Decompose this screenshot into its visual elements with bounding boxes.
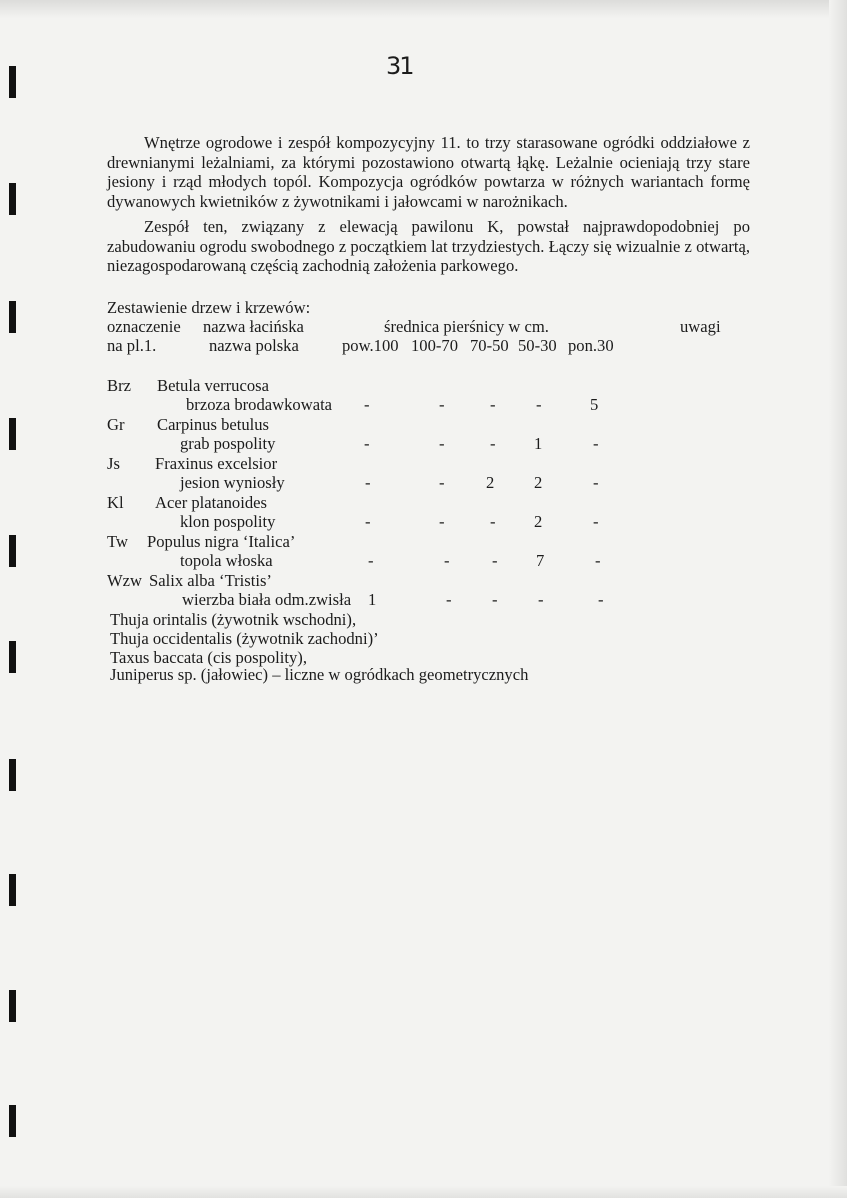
row-code: Kl bbox=[107, 493, 124, 512]
row-value: - bbox=[364, 395, 370, 414]
row-value: - bbox=[593, 434, 599, 453]
punch-hole bbox=[9, 990, 16, 1022]
row-code: Wzw bbox=[107, 571, 143, 590]
row-value: 5 bbox=[590, 395, 599, 414]
row-value: 1 bbox=[368, 590, 377, 609]
row-polish: topola włoska bbox=[180, 551, 273, 570]
row-value: 7 bbox=[536, 551, 545, 570]
row-value: - bbox=[492, 590, 498, 609]
paragraph bbox=[107, 217, 750, 276]
row-polish: grab pospolity bbox=[180, 434, 276, 453]
row-value: - bbox=[439, 473, 445, 492]
row-value: - bbox=[536, 395, 542, 414]
range-header: 50-30 bbox=[518, 336, 557, 355]
shrub-item: Thuja orintalis (żywotnik wschodni), bbox=[110, 610, 357, 629]
row-value: - bbox=[492, 551, 498, 570]
scan-edge-bottom bbox=[0, 1186, 847, 1198]
paragraph-text: Zespół ten, związany z elewacją pawilonu K, powstał najprawdopodobniej po zabudowaniu ogrodu swobodnego z początkiem lat trzydziestych. Łączy się wizualnie z otwartą, niezagospodarowaną częścią zachodnią założenia parkowego. bbox=[107, 217, 750, 276]
range-header: 100-70 bbox=[411, 336, 459, 355]
row-latin: Acer platanoides bbox=[155, 493, 267, 512]
row-value: 1 bbox=[534, 434, 543, 453]
row-value: 2 bbox=[486, 473, 495, 492]
row-code: Js bbox=[107, 454, 120, 473]
row-latin: Populus nigra ‘Italica’ bbox=[147, 532, 296, 551]
row-code: Tw bbox=[107, 532, 128, 551]
row-latin: Carpinus betulus bbox=[157, 415, 269, 434]
shrub-item: Juniperus sp. (jałowiec) – liczne w ogródkach geometrycznych bbox=[110, 665, 529, 684]
range-header: pon.30 bbox=[568, 336, 614, 355]
range-header: 70-50 bbox=[470, 336, 509, 355]
row-value: - bbox=[593, 473, 599, 492]
header-diameter: średnica pierśnicy w cm. bbox=[384, 317, 549, 336]
scan-edge-right bbox=[829, 0, 847, 1198]
punch-hole bbox=[9, 1105, 16, 1137]
punch-hole bbox=[9, 183, 16, 215]
row-value: - bbox=[439, 512, 445, 531]
row-value: - bbox=[368, 551, 374, 570]
header-code-2: na pl.1. bbox=[107, 336, 157, 355]
row-value: - bbox=[444, 551, 450, 570]
punch-hole bbox=[9, 641, 16, 673]
row-value: - bbox=[538, 590, 544, 609]
row-value: - bbox=[446, 590, 452, 609]
row-value: - bbox=[365, 473, 371, 492]
row-code: Brz bbox=[107, 376, 131, 395]
row-value: - bbox=[595, 551, 601, 570]
row-latin: Salix alba ‘Tristis’ bbox=[149, 571, 272, 590]
row-latin: Fraxinus excelsior bbox=[155, 454, 278, 473]
row-value: - bbox=[364, 434, 370, 453]
header-notes: uwagi bbox=[680, 317, 721, 336]
row-value: 2 bbox=[534, 512, 543, 531]
row-polish: brzoza brodawkowata bbox=[186, 395, 333, 414]
punch-hole bbox=[9, 418, 16, 450]
punch-hole bbox=[9, 759, 16, 791]
row-value: 2 bbox=[534, 473, 543, 492]
row-value: - bbox=[490, 434, 496, 453]
punch-hole bbox=[9, 535, 16, 567]
row-polish: jesion wyniosły bbox=[180, 473, 285, 492]
paragraph bbox=[107, 133, 750, 211]
row-value: - bbox=[439, 434, 445, 453]
header-latin: nazwa łacińska bbox=[203, 317, 304, 336]
paragraph-text: Wnętrze ogrodowe i zespół kompozycyjny 11. to trzy starasowane ogródki oddziałowe z drewnianymi leżalniami, za którymi pozostawiono otwartą łąkę. Leżalnie ocieniają trzy stare jesiony i rząd młodych topól. Kompozycja ogródków powtarza w różnych wariantach formę dywanowych kwietników z żywotnikami i jałowcami w narożnikach. bbox=[107, 133, 750, 211]
shrub-item: Thuja occidentalis (żywotnik zachodni)’ bbox=[110, 629, 379, 648]
row-value: - bbox=[490, 512, 496, 531]
header-polish: nazwa polska bbox=[209, 336, 299, 355]
row-polish: wierzba biała odm.zwisła bbox=[182, 590, 352, 609]
page-number: 31 bbox=[386, 52, 413, 80]
table-title: Zestawienie drzew i krzewów: bbox=[107, 298, 311, 317]
row-value: - bbox=[439, 395, 445, 414]
row-polish: klon pospolity bbox=[180, 512, 276, 531]
row-latin: Betula verrucosa bbox=[157, 376, 269, 395]
row-value: - bbox=[598, 590, 604, 609]
shrub-item: Taxus baccata (cis pospolity), bbox=[110, 648, 307, 667]
row-value: - bbox=[593, 512, 599, 531]
punch-hole bbox=[9, 874, 16, 906]
scan-edge-top bbox=[0, 0, 847, 18]
row-value: - bbox=[365, 512, 371, 531]
row-value: - bbox=[490, 395, 496, 414]
punch-hole bbox=[9, 301, 16, 333]
punch-hole bbox=[9, 66, 16, 98]
header-code: oznaczenie bbox=[107, 317, 181, 336]
range-header: pow.100 bbox=[342, 336, 399, 355]
row-code: Gr bbox=[107, 415, 125, 434]
